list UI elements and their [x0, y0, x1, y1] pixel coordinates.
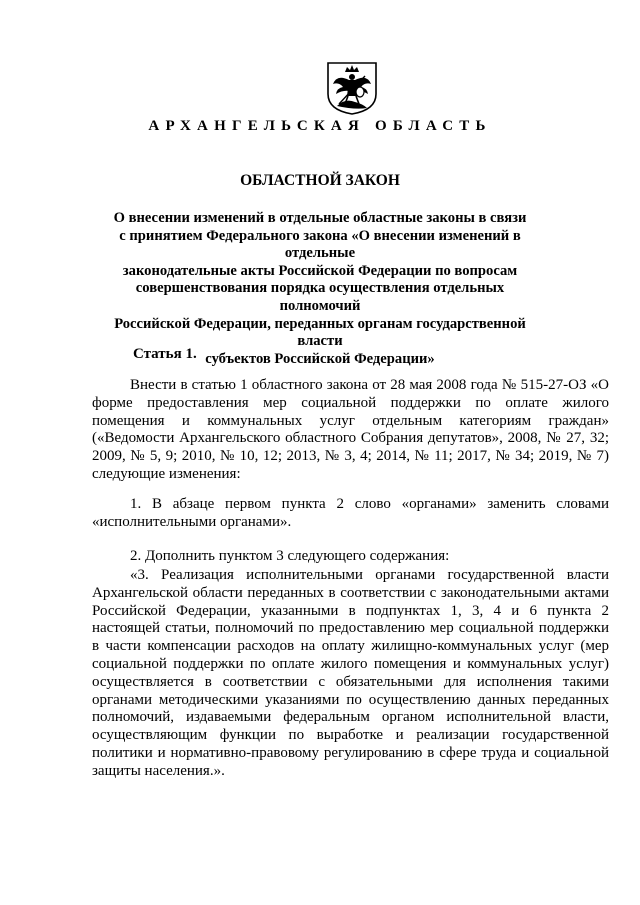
region-name: АРХАНГЕЛЬСКАЯ ОБЛАСТЬ [148, 118, 492, 134]
article-heading: Статья 1. [133, 346, 197, 362]
document-type: ОБЛАСТНОЙ ЗАКОН [240, 172, 400, 189]
law-title-line: О внесении изменений в отдельные областные законы в связи [113, 210, 527, 226]
article-paragraph: 2. Дополнить пунктом 3 следующего содержания: [130, 548, 450, 564]
law-title-line: совершенствования порядка осуществления отдельных полномочий [135, 280, 505, 314]
article-paragraph: Внести в статью 1 областного закона от 28 мая 2008 года № 515-27-ОЗ «О форме предоставления мер социальной поддержки по оплате жилого помещения и коммунальных услуг отдельным категориям граждан» («Ведомости Архангельского областного Собрания депутатов», 2008, № 27, 32; 2009, № 5, 9; 2010, № 10, 12; 2013, № 3, 4; 2014, № 11; 2017, № 34; 2019, № 7) следующие изменения: [92, 377, 609, 482]
article-paragraph: 1. В абзаце первом пункта 2 слово «органами» заменить словами «исполнительными органами». [92, 496, 609, 530]
law-title [95, 210, 545, 368]
article-paragraph: «3. Реализация исполнительными органами государственной власти Архангельской области переданных в соответствии с законодательными актами Российской Федерации, указанными в подпунктах 1, 3, 4 и 6 пункта 2 настоящей статьи, полномочий по предоставлению мер социальной поддержки в части компенсации расходов на оплату жилищно-коммунальных услуг (мер социальной поддержки по оплате жилого помещения и коммунальных услуг) осуществляется в соответствии с обязательными для исполнения такими органами методическими указаниями по осуществлению данных переданных полномочий, издаваемыми федеральным органом исполнительной власти, осуществляющим функции по выработке и реализации государственной политики и нормативно-правовому регулированию в сфере труда и социальной защиты населения.». [92, 567, 609, 779]
law-title-line: с принятием Федерального закона «О внесении изменений в отдельные [119, 227, 521, 262]
coat-of-arms-emblem [325, 60, 379, 116]
law-title-line: субъектов Российской Федерации» [205, 350, 435, 367]
law-title-line: Российской Федерации, переданных органам государственной власти [114, 315, 526, 350]
law-title-line: законодательные акты Российской Федерации по вопросам [122, 262, 518, 279]
